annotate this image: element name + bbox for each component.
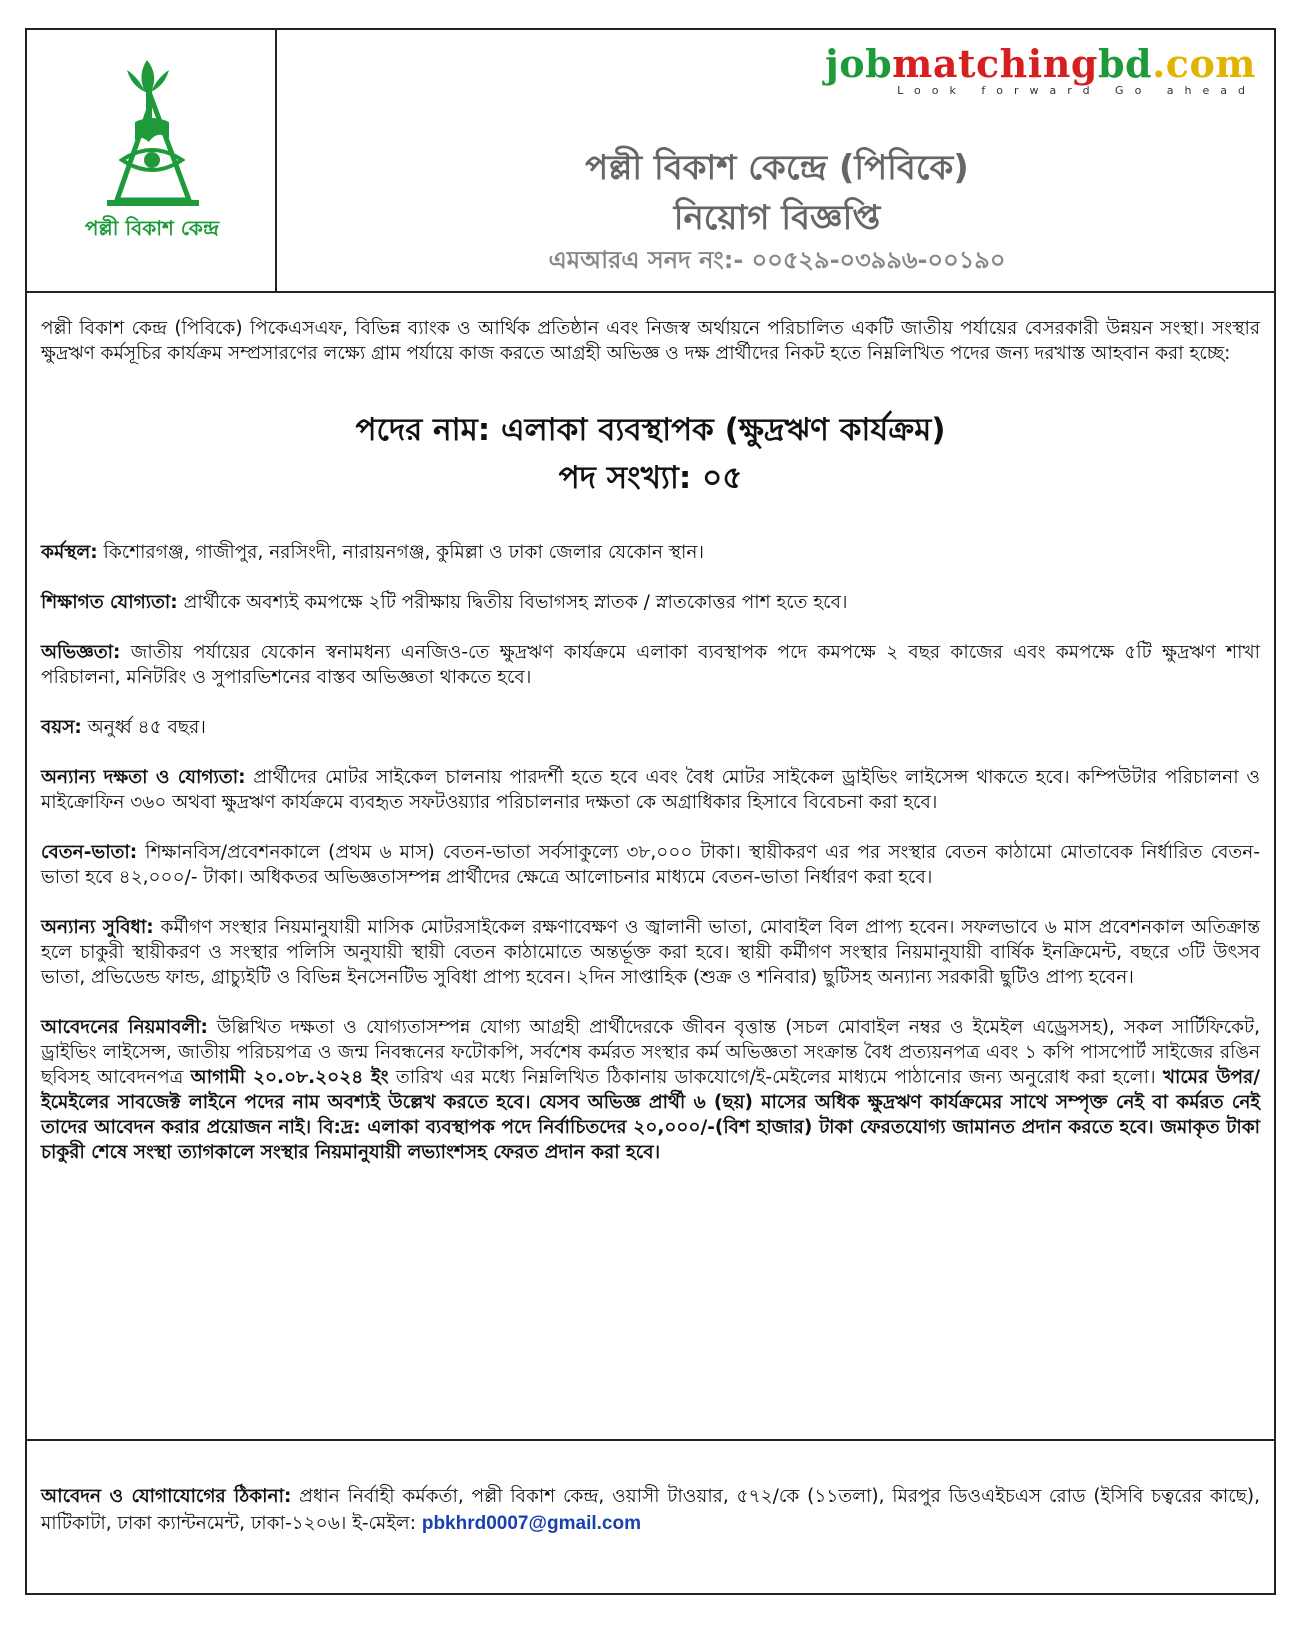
section-salary <box>41 840 1260 890</box>
section-label: শিক্ষাগত যোগ্যতা: <box>41 592 178 613</box>
section-text: উল্লিখিত দক্ষতা ও যোগ্যতাসম্পন্ন যোগ্য আগ্রহী প্রার্থীদেরকে জীবন বৃত্তান্ত (সচল মোবাইল নম্বর ও ইমেইল এড্রেসসহ), সকল সার্টিফিকেট, ড্রাইভিং লাইসেন্স, জাতীয় পরিচয়পত্র ও জন্ম নিবন্ধনের ফটোকপি, সর্বশেষ কর্মরত সংস্থার কর্ম অভিজ্ঞতা সংক্রান্ত বৈধ প্রত্যয়নপত্র এবং ১ কপি পাসপোর্ট সাইজের রঙিন ছবিসহ আবেদনপত্র <box>41 1017 1260 1088</box>
section-text: অনুর্ধ্ব ৪৫ বছর। <box>81 717 206 738</box>
contact-address <box>41 1483 1260 1537</box>
mra-registration: এমআরএ সনদ নং:- ০০৫২৯-০৩৯৯৬-০০১৯০ <box>548 246 1006 274</box>
logo-cell <box>27 30 277 291</box>
brand-name-part: bd <box>1097 41 1153 86</box>
jobmatchingbd-watermark <box>825 42 1256 97</box>
section-label: বয়স: <box>41 717 82 738</box>
notice-body <box>41 316 1260 1190</box>
section-text: তারিখ এর মধ্যে নিম্নলিখিত ঠিকানায় ডাকযোগে/ই-মেইলের মাধ্যমে পাঠানোর জন্য অনুরোধ করা হলো। <box>388 1067 1163 1088</box>
section-text: কিশোরগঞ্জ, গাজীপুর, নরসিংদী, নারায়নগঞ্জ, কুমিল্লা ও ঢাকা জেলার যেকোন স্থান। <box>97 542 705 563</box>
footer-divider <box>27 1439 1274 1441</box>
section-text: প্রার্থীদের মোটর সাইকেল চালনায় পারদর্শী হতে হবে এবং বৈধ মোটর সাইকেল ড্রাইভিং লাইসেন্স থাকতে হবে। কম্পিউটার পরিচালনা ও মাইক্রোফিন ৩৬০ অথবা ক্ষুদ্রঋণ কার্যক্রমে ব্যবহৃত সফটওয়্যার পরিচালনার দক্ষতা কে অগ্রাধিকার হিসাবে বিবেচনা করা হবে। <box>41 767 1260 813</box>
org-name: পল্লী বিকাশ কেন্দ্রে (পিবিকে) <box>585 148 969 188</box>
section-benefits <box>41 915 1260 990</box>
section-age <box>41 715 1260 740</box>
section-text: কর্মীগণ সংস্থার নিয়মানুযায়ী মাসিক মোটরসাইকেল রক্ষণাবেক্ষণ ও জ্বালানী ভাতা, মোবাইল বিল প্রাপ্য হবেন। সফলভাবে ৬ মাস প্রবেশনকাল অতিক্রান্ত হলে চাকুরী স্থায়ীকরণ ও সংস্থার পলিসি অনুযায়ী স্থায়ী বেতন কাঠামোতে অন্তর্ভূক্ত করা হবে। স্থায়ী কর্মীগণ সংস্থার নিয়মানুযায়ী বার্ষিক ইনক্রিমেন্ট, বছরে ৩টি উৎসব ভাতা, প্রভিডেন্ড ফান্ড, গ্রাচ্যুইটি ও বিভিন্ন ইনসেনটিভ সুবিধা প্রাপ্য হবেন। ২দিন সাপ্তাহিক (শুক্র ও শনিবার) ছুটিসহ অন্যান্য সরকারী ছুটিও প্রাপ্য হবেন। <box>41 917 1260 988</box>
section-label: আবেদনের নিয়মাবলী: <box>41 1017 208 1038</box>
brand-name-part: .com <box>1152 41 1256 86</box>
section-label: অন্যান্য সুবিধা: <box>41 917 154 938</box>
contact-email-link[interactable]: pbkhrd0007@gmail.com <box>421 1512 641 1534</box>
notice-frame <box>25 28 1276 1595</box>
section-label: অন্যান্য দক্ষতা ও যোগ্যতা: <box>41 767 246 788</box>
important-note: খামের উপর/ইমেইলের সাবজেক্ট লাইনে পদের নাম অবশ্যই উল্লেখ করতে হবে। যেসব অভিজ্ঞ প্রার্থী ৬ (ছয়) মাসের অধিক ক্ষুদ্রঋণ কার্যক্রমের সাথে সম্পৃক্ত নেই বা কর্মরত নেই তাদের আবেদন করার প্রয়োজন নাই। বি:দ্র: এলাকা ব্যবস্থাপক পদে নির্বাচিতদের ২০,০০০/-(বিশ হাজার) টাকা ফেরতযোগ্য জামানত প্রদান করতে হবে। জমাকৃত টাকা চাকুরী শেষে সংস্থা ত্যাগকালে সংস্থার নিয়মানুযায়ী লভ্যাংশসহ ফেরত প্রদান করা হবে। <box>41 1067 1260 1163</box>
section-education <box>41 590 1260 615</box>
section-experience <box>41 640 1260 690</box>
section-workplace <box>41 540 1260 565</box>
post-title: পদের নাম: এলাকা ব্যবস্থাপক (ক্ষুদ্রঋণ কার্যক্রম) <box>355 412 946 448</box>
contact-label: আবেদন ও যোগাযোগের ঠিকানা: <box>41 1485 292 1507</box>
brand-name-part: job <box>824 41 893 86</box>
section-application-rules <box>41 1015 1260 1165</box>
brand-name-part: matching <box>892 41 1098 86</box>
logo-text: পল্লী বিকাশ কেন্দ্র <box>84 216 220 240</box>
pbk-logo-icon <box>27 30 277 290</box>
contact-text: প্রধান নির্বাহী কর্মকর্তা, পল্লী বিকাশ কেন্দ্র, ওয়াসী টাওয়ার, ৫৭২/কে (১১তলা), মিরপুর ডিওএইচএস রোড (ইসিবি চত্বরের কাছে), মাটিকাটা, ঢাকা ক্যান্টনমেন্ট, ঢাকা-১২০৬। ই-মেইল: <box>41 1485 1260 1534</box>
notice-title: নিয়োগ বিজ্ঞপ্তি <box>673 198 881 238</box>
post-block <box>41 406 1260 502</box>
post-count: পদ সংখ্যা: ০৫ <box>558 460 743 496</box>
section-other-skills <box>41 765 1260 815</box>
brand-tagline: Look forward Go ahead <box>897 84 1256 97</box>
section-label: বেতন-ভাতা: <box>41 842 138 863</box>
brand-name <box>825 42 1256 86</box>
section-text: শিক্ষানবিস/প্রবেশনকালে (প্রথম ৬ মাস) বেতন-ভাতা সর্বসাকুল্যে ৩৮,০০০ টাকা। স্থায়ীকরণ এর পর সংস্থার বেতন কাঠামো মোতাবেক নির্ধারিত বেতন-ভাতা হবে ৪২,০০০/- টাকা। অধিকতর অভিজ্ঞতাসম্পন্ন প্রার্থীদের ক্ষেত্রে আলোচনার মাধ্যমে বেতন-ভাতা নির্ধারণ করা হবে। <box>41 842 1261 888</box>
section-text: জাতীয় পর্যায়ের যেকোন স্বনামধন্য এনজিও-তে ক্ষুদ্রঋণ কার্যক্রমে এলাকা ব্যবস্থাপক পদে কমপক্ষে ২ বছর কাজের এবং কমপক্ষে ৫টি ক্ষুদ্রঋণ শাখা পরিচালনা, মনিটরিং ও সুপারভিশনের বাস্তব অভিজ্ঞতা থাকতে হবে। <box>41 642 1260 688</box>
section-label: কর্মস্থল: <box>41 542 98 563</box>
intro-paragraph: পল্লী বিকাশ কেন্দ্র (পিবিকে) পিকেএসএফ, বিভিন্ন ব্যাংক ও আর্থিক প্রতিষ্ঠান এবং নিজস্ব অর্থায়নে পরিচালিত একটি জাতীয় পর্যায়ের বেসরকারী উন্নয়ন সংস্থা। সংস্থার ক্ষুদ্রঋণ কর্মসূচির কার্যক্রম সম্প্রসারণের লক্ষ্যে গ্রাম পর্যায়ে কাজ করতে আগ্রহী অভিজ্ঞ ও দক্ষ প্রার্থীদের নিকট হতে নিম্নলিখিত পদের জন্য দরখাস্ত আহবান করা হচ্ছে: <box>41 318 1260 364</box>
section-label: অভিজ্ঞতা: <box>41 642 121 663</box>
notice-header <box>27 30 1274 293</box>
application-deadline: আগামী ২০.০৮.২০২৪ ইং <box>190 1067 389 1088</box>
section-text: প্রার্থীকে অবশ্যই কমপক্ষে ২টি পরীক্ষায় দ্বিতীয় বিভাগসহ স্নাতক / স্নাতকোত্তর পাশ হতে হবে। <box>177 592 848 613</box>
